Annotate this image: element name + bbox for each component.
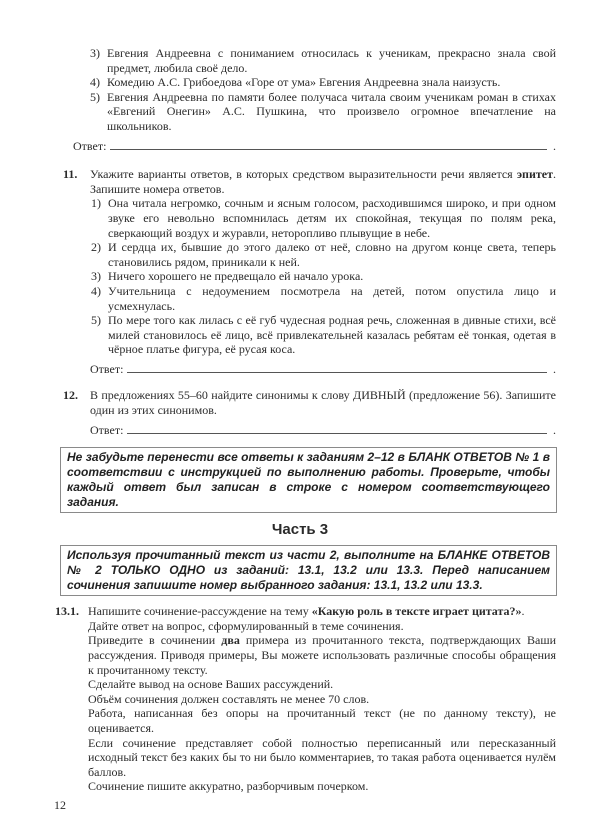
- answer-field[interactable]: Ответ: .: [73, 138, 556, 153]
- answer-line[interactable]: [127, 371, 547, 373]
- option-5: 5) По мере того как лилась с её губ чудесная родная речь, сложенная в дивные стихи, всё милей становилось её лицо, всё привлекательней казалась ребятам её тонкая, одетая в чёрное платье фигура, её русая коса.: [91, 313, 556, 357]
- option-3: 3) Ничего хорошего не предвещало ей начало урока.: [91, 269, 364, 284]
- answer-field[interactable]: Ответ: .: [90, 422, 556, 437]
- previous-question-options: [73, 46, 556, 153]
- answer-line[interactable]: [110, 148, 547, 150]
- instruction-line: Дайте ответ на вопрос, сформулированный в теме сочинения.: [88, 618, 404, 633]
- page-number: 12: [54, 797, 66, 812]
- option-5: 5) Евгения Андреевна по памяти более получаса читала своим ученикам роман в стихах «Евгений Онегин» А.С. Пушкина, что произвело огромное впечатление на школьников.: [90, 89, 556, 133]
- instruction-line: Приведите в сочинении два примера из прочитанного текста, подтверждающих Ваши рассуждения. Приводя примеры, Вы можете использовать различные способы обращения к прочитанному тексту.: [88, 633, 556, 677]
- instruction-line: Объём сочинения должен составлять не менее 70 слов.: [88, 691, 370, 706]
- transfer-answers-note: Не забудьте перенести все ответы к заданиям 2–12 в БЛАНК ОТВЕТОВ № 1 в соответствии с инструкцией по выполнению работы. Проверьте, чтобы каждый ответ был записан в строке с номером соответствующего задания.: [60, 447, 557, 513]
- part3-instructions: Используя прочитанный текст из части 2, выполните на БЛАНКЕ ОТВЕТОВ № 2 ТОЛЬКО ОДНО из заданий: 13.1, 13.2 или 13.3. Перед написанием сочинения запишите номер выбранного задания: 13.1, 13.2 или 13.3.: [60, 545, 557, 596]
- option-4: 4) Учительница с недоумением посмотрела на детей, потом опустила лицо и усмехнулась.: [91, 283, 556, 313]
- question-12: 12. В предложениях 55–60 найдите синонимы к слову ДИВНЫЙ (предложение 56). Запишите один из этих синонимов. Ответ: .: [63, 388, 556, 437]
- instruction-line: Если сочинение представляет собой полностью переписанный или пересказанный исходный текст без каких бы то ни было комментариев, то такая работа оценивается нулём баллов.: [88, 735, 556, 779]
- option-3: 3) Евгения Андреевна с пониманием относилась к ученикам, прекрасно знала свой предмет, любила своё дело.: [90, 46, 556, 75]
- option-1: 1) Она читала негромко, сочным и ясным голосом, расходившимся широко, и при одном звуке его невольно вспомнилась детям их спокойная, текущая по полям река, сверкающий воздух и журавли, неторопливо плывущие в небе.: [91, 196, 556, 240]
- task-13-1: 13.1. Напишите сочинение-рассуждение на тему «Какую роль в тексте играет цитата?». Дайте ответ на вопрос, сформулированный в теме сочинения. Приведите в сочинении два примера из прочитанного текста, подтверждающих Ваши рассуждения. Приводя примеры, Вы можете использовать различные способы обращения к прочитанному тексту. Сделайте вывод на основе Ваших рассуждений. Объём сочинения должен составлять не менее 70 слов. Работа, написанная без опоры на прочитанный текст (не по данному тексту), не оценивается. Если сочинение представляет собой полностью переписанный или пересказанный исходный текст без каких бы то ни было комментариев, то такая работа оценивается нулём баллов. Сочинение пишите аккуратно, разборчивым почерком.: [55, 604, 556, 794]
- question-11: 11. Укажите варианты ответов, в которых средством выразительности речи является эпитет. Запишите номера ответов. 1) Она читала негромко, сочным и ясным голосом, расходившимся широко, и при одном звуке его невольно вспомнилась детям их спокойная, текущая по полям река, сверкающий воздух и журавли, неторопливо плывущие в небе. 2) И сердца их, бывшие до этого далеко от неё, словно на другом конце света, теперь становились рядом, приникали к ней. 3) Ничего хорошего не предвещало ей начало урока. 4) Учительница с недоумением посмотрела на детей, потом опустила лицо и усмехнулась. 5) По мере того как лилась с её губ чудесная родная речь, сложенная в дивные стихи, всё милей становилось её лицо, всё привлекательней казалась ребятам её тонкая, одетая в чёрное платье фигура, её русая коса. Ответ: .: [63, 167, 556, 376]
- answer-line[interactable]: [127, 432, 547, 434]
- answer-field[interactable]: Ответ: .: [90, 361, 556, 376]
- option-4: 4) Комедию А.С. Грибоедова «Горе от ума» Евгения Андреевна знала наизусть.: [90, 75, 501, 90]
- option-2: 2) И сердца их, бывшие до этого далеко от неё, словно на другом конце света, теперь становились рядом, приникали к ней.: [91, 240, 556, 269]
- instruction-line: Сочинение пишите аккуратно, разборчивым почерком.: [88, 779, 369, 794]
- instruction-line: Работа, написанная без опоры на прочитанный текст (не по данному тексту), не оценивается.: [88, 706, 556, 735]
- part-title: Часть 3: [271, 521, 329, 539]
- instruction-line: Сделайте вывод на основе Ваших рассуждений.: [88, 677, 334, 692]
